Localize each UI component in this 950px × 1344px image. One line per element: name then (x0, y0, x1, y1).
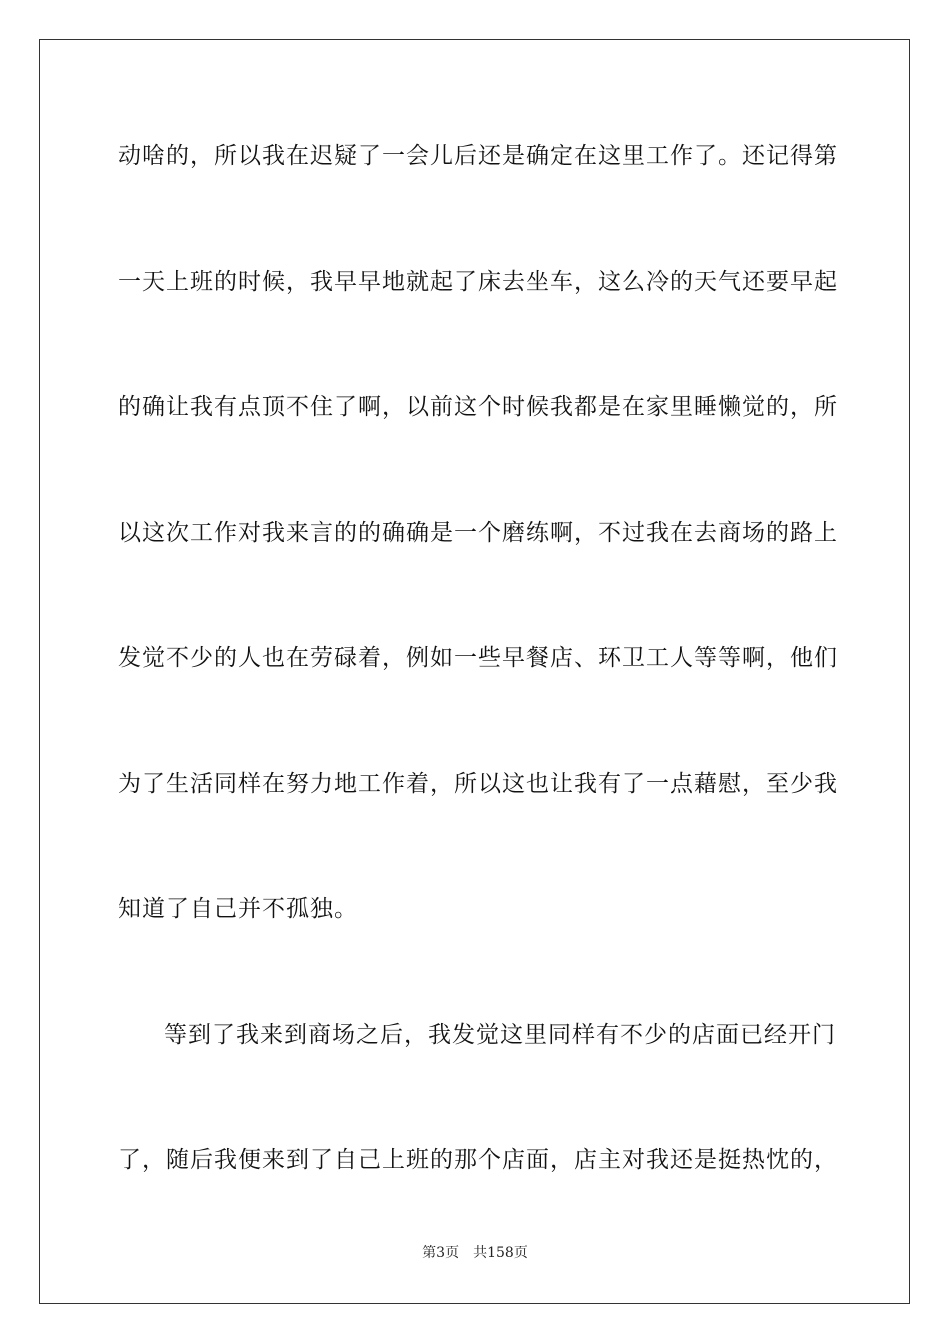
body-text-line: 以这次工作对我来言的的确确是一个磨练啊，不过我在去商场的路上 (118, 520, 838, 546)
body-text-line: 发觉不少的人也在劳碌着，例如一些早餐店、环卫工人等等啊，他们 (118, 645, 838, 671)
body-text-line: 为了生活同样在努力地工作着，所以这也让我有了一点藉慰，至少我 (118, 771, 838, 797)
body-text-line: 了，随后我便来到了自己上班的那个店面，店主对我还是挺热忱的， (118, 1147, 838, 1173)
body-text-line: 的确让我有点顶不住了啊，以前这个时候我都是在家里睡懒觉的，所 (118, 394, 838, 420)
page-footer (0, 1243, 950, 1263)
body-text-line: 动啥的，所以我在迟疑了一会儿后还是确定在这里工作了。还记得第 (118, 143, 838, 169)
body-text-line: 等到了我来到商场之后，我发觉这里同样有不少的店面已经开门 (164, 1022, 836, 1048)
body-text-line: 知道了自己并不孤独。 (118, 896, 358, 922)
body-text-line: 一天上班的时候，我早早地就起了床去坐车，这么冷的天气还要早起 (118, 269, 838, 295)
page-total: 共158页 (473, 1245, 528, 1261)
page-number: 第3页 (422, 1245, 460, 1261)
